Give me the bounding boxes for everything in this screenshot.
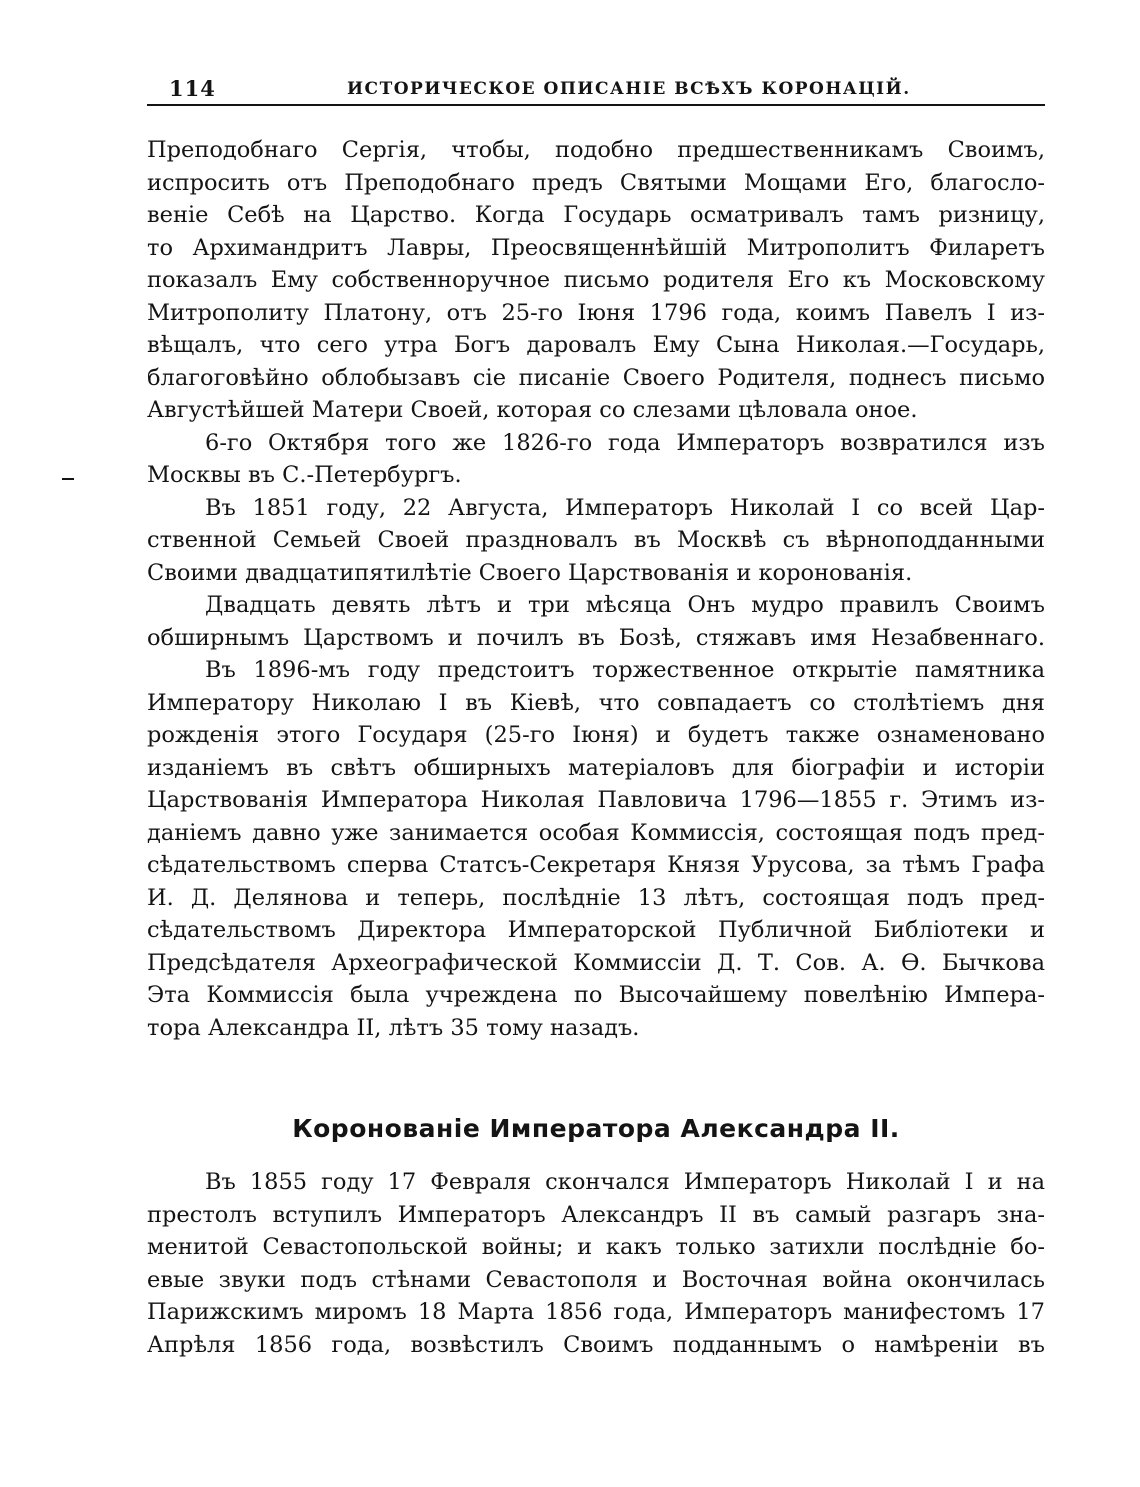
section-text — [147, 1166, 1045, 1361]
text-line: Въ 1851 году, 22 Августа, Императоръ Николай I со всей Цар- — [205, 494, 1045, 521]
page-number: 114 — [169, 76, 216, 101]
margin-mark — [62, 478, 74, 480]
text-line: Апрѣля 1856 года, возвѣстилъ Своимъ подданнымъ о намѣреніи въ — [147, 1331, 1045, 1358]
text-line: то Архимандритъ Лавры, Преосвященнѣйшій Митрополитъ Филаретъ — [147, 234, 1045, 261]
text-line: Парижскимъ миромъ 18 Марта 1856 года, Императоръ манифестомъ 17 — [147, 1299, 1045, 1325]
text-line: показалъ Ему собственноручное письмо родителя Его къ Московскому — [147, 267, 1045, 293]
text-line: рожденія этого Государя (25-го Іюня) и будетъ также ознаменовано — [147, 722, 1045, 748]
text-line: вѣщалъ, что сего утра Богъ даровалъ Ему Сына Николая.—Государь, — [147, 332, 1045, 358]
text-line: благоговѣйно облобызавъ сіе писаніе Своего Родителя, поднесъ письмо — [147, 364, 1045, 391]
text-line: Предсѣдателя Археографической Коммиссіи Д. Т. Сов. А. Ѳ. Бычкова — [147, 949, 1045, 976]
text-line: тора Александра II, лѣтъ 35 тому назадъ. — [147, 1014, 640, 1041]
text-line: Преподобнаго Сергія, чтобы, подобно предшественникамъ Своимъ, — [147, 137, 1045, 163]
text-line: обширнымъ Царствомъ и почилъ въ Бозѣ, стяжавъ имя Незабвеннаго. — [147, 624, 1045, 651]
text-line: даніемъ давно уже занимается особая Коммиссія, состоящая подъ пред- — [147, 819, 1045, 846]
text-line: Двадцать девять лѣтъ и три мѣсяца Онъ мудро правилъ Своимъ — [205, 592, 1045, 618]
page-header — [147, 76, 1045, 102]
text-line: изданіемъ въ свѣтъ обширныхъ матеріаловъ для біографіи и исторіи — [147, 754, 1045, 781]
text-line: Москвы въ С.-Петербургъ. — [147, 462, 462, 488]
text-line: Императору Николаю I въ Кіевѣ, что совпадаетъ со столѣтіемъ дня — [147, 689, 1045, 716]
running-title: ИСТОРИЧЕСКОЕ ОПИСАНІЕ ВСѢХЪ КОРОНАЦІЙ. — [347, 79, 911, 99]
text-line: Своими двадцатипятилѣтіе Своего Царствованія и коронованія. — [147, 559, 913, 586]
text-line: испросить отъ Преподобнаго предъ Святыми Мощами Его, благосло- — [147, 169, 1045, 196]
text-line: веніе Себѣ на Царство. Когда Государь осматривалъ тамъ ризницу, — [147, 202, 1045, 228]
text-line: престолъ вступилъ Императоръ Александръ II въ самый разгаръ зна- — [147, 1201, 1045, 1228]
text-line: сѣдательствомъ сперва Статсъ-Секретаря Князя Урусова, за тѣмъ Графа — [147, 852, 1045, 878]
text-line: Царствованія Императора Николая Павловича 1796—1855 г. Этимъ из- — [147, 787, 1045, 813]
text-line: евые звуки подъ стѣнами Севастополя и Восточная война окончилась — [147, 1266, 1045, 1293]
text-line: Митрополиту Платону, отъ 25-го Іюня 1796 года, коимъ Павелъ I из- — [147, 299, 1045, 326]
text-line: сѣдательствомъ Директора Императорской Публичной Библіотеки и — [147, 917, 1045, 943]
header-rule — [147, 104, 1045, 106]
text-line: менитой Севастопольской войны; и какъ только затихли послѣдніе бо- — [147, 1234, 1045, 1260]
text-line: ственной Семьей Своей праздновалъ въ Москвѣ съ вѣрноподданными — [147, 527, 1045, 553]
section-heading: Коронованіе Императора Александра II. — [292, 1114, 900, 1143]
text-line: И. Д. Делянова и теперь, послѣдніе 13 лѣтъ, состоящая подъ пред- — [147, 884, 1045, 911]
text-line: 6-го Октября того же 1826-го года Императоръ возвратился изъ — [205, 429, 1045, 456]
text-line: Эта Коммиссія была учреждена по Высочайшему повелѣнію Импера- — [147, 982, 1045, 1008]
text-line: Въ 1896-мъ году предстоитъ торжественное открытіе памятника — [205, 657, 1045, 683]
text-line: Августѣйшей Матери Своей, которая со слезами цѣловала оное. — [147, 397, 918, 423]
text-line: Въ 1855 году 17 Февраля скончался Императоръ Николай I и на — [205, 1169, 1045, 1195]
body-text — [147, 134, 1045, 1044]
